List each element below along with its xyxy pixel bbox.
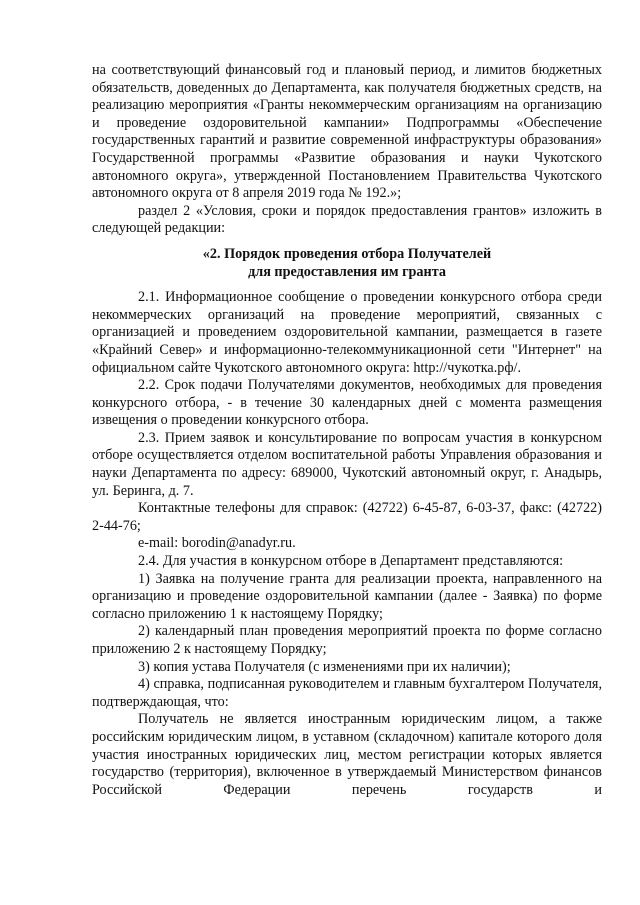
heading-line-1: «2. Порядок проведения отбора Получателей	[202, 245, 492, 262]
section-note: раздел 2 «Условия, сроки и порядок предоставления грантов» изложить в следующей редакции:	[92, 202, 602, 237]
clause-2-1: 2.1. Информационное сообщение о проведении конкурсного отбора среди некоммерческих организаций на проведение мероприятий, связанных с организацией и проведением оздоровительной кампании, размещается в газете «Крайний Север» и информационно-телекоммуникационной сети "Интернет" на официальном сайте Чукотского автономного округа: http://чукотка.рф/.	[92, 289, 602, 376]
condition-paragraph: Получатель не является иностранным юридическим лицом, а также российским юридическим лицом, в уставном (складочном) капитале которого доля участия иностранных юридических лиц, местом регистрации которых является государство (территория), включенное в утверждаемый Министерством финансов Российской Федерации перечень государств и	[92, 711, 602, 798]
clause-2-3: 2.3. Прием заявок и консультирование по вопросам участия в конкурсном отборе осуществляется отделом воспитательной работы Управления образования и науки Департамента по адресу: 689000, Чукотский автономный округ, г. Анадырь, ул. Беринга, д. 7.	[92, 429, 602, 499]
document-page	[92, 62, 602, 799]
list-item-3: 3) копия устава Получателя (с изменениями при их наличии);	[138, 658, 511, 675]
list-item-2: 2) календарный план проведения мероприятий проекта по форме согласно приложению 2 к настоящему Порядку;	[92, 623, 602, 657]
heading-line-2: для предоставления им гранта	[248, 263, 446, 280]
contact-phones: Контактные телефоны для справок: (42722) 6-45-87, 6-03-37, факс: (42722) 2-44-76;	[92, 500, 602, 534]
intro-paragraph: на соответствующий финансовый год и плановый период, и лимитов бюджетных обязательств, доведенных до Департамента, как получателя бюджетных средств, на реализацию мероприятия «Гранты некоммерческим организациям на организацию и проведение оздоровительной кампании» Подпрограммы «Обеспечение государственных гарантий и развитие современной инфраструктуры образования» Государственной программы «Развитие образования и науки Чукотского автономного округа», утвержденной Постановлением Правительства Чукотского автономного округа от 8 апреля 2019 года № 192.»;	[92, 62, 602, 202]
section-heading	[92, 246, 602, 281]
list-item-1: 1) Заявка на получение гранта для реализации проекта, направленного на организацию и проведение оздоровительной кампании (далее - Заявка) по форме согласно приложению 1 к настоящему Порядку;	[92, 570, 602, 622]
clause-2-4: 2.4. Для участия в конкурсном отборе в Департамент представляются:	[138, 553, 564, 570]
clause-2-2: 2.2. Срок подачи Получателями документов, необходимых для проведения конкурсного отбора, - в течение 30 календарных дней с момента размещения извещения о проведении конкурсного отбора.	[92, 377, 602, 429]
contact-email: e-mail: borodin@anadyr.ru.	[138, 535, 296, 552]
list-item-4: 4) справка, подписанная руководителем и главным бухгалтером Получателя, подтверждающая, что:	[92, 676, 602, 710]
